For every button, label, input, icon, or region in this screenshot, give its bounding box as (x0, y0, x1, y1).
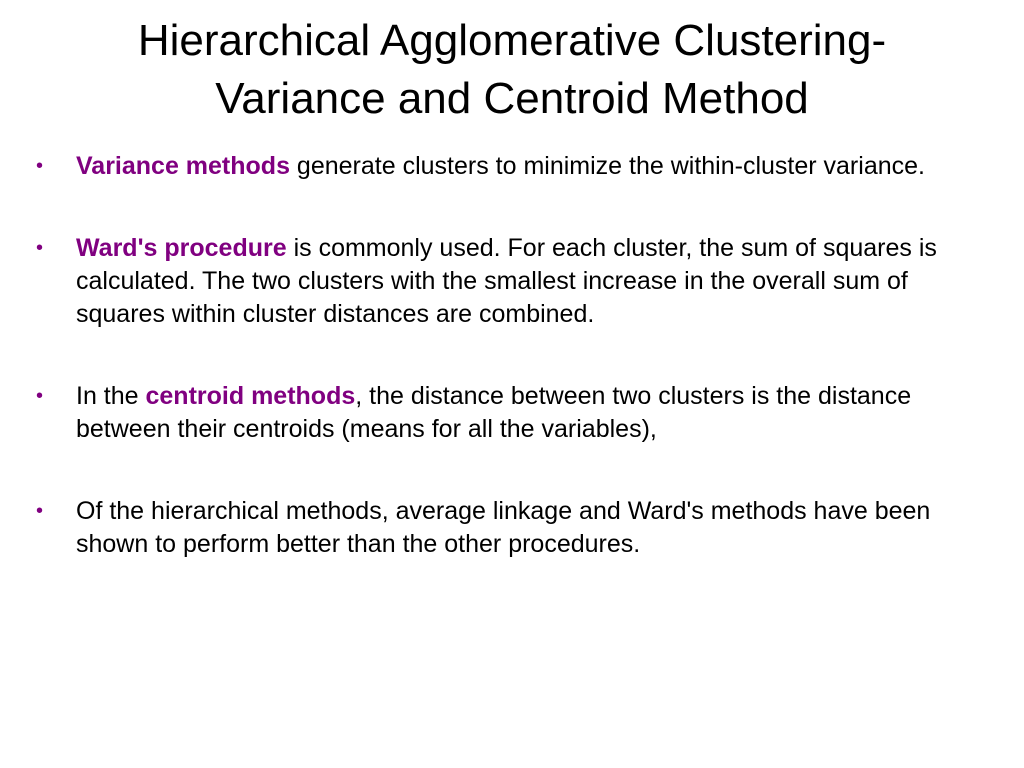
bullet-list (30, 150, 1000, 561)
bullet-lead: Of the hierarchical methods, average linkage and Ward's methods have been shown to perform better than the other procedures. (76, 497, 931, 558)
bullet-hierarchical-methods (30, 495, 1000, 561)
bullet-dot-icon: • (36, 155, 44, 177)
bullet-highlight: Variance methods (76, 152, 290, 180)
bullet-lead: In the (76, 382, 146, 410)
bullet-text: generate clusters to minimize the within-cluster variance. (289, 152, 925, 180)
bullet-text: is commonly used. For each cluster, the sum of squares is calculated. The two clusters with the smallest increase in the overall sum of squares within cluster distances are combined. (76, 234, 937, 328)
bullet-variance-methods (30, 150, 1000, 183)
title-line-2: Variance and Centroid Method (215, 74, 809, 123)
bullet-dot-icon: • (36, 385, 44, 407)
bullet-dot-icon: • (36, 237, 44, 259)
bullet-highlight: Ward's procedure (76, 234, 287, 262)
bullet-wards-procedure (30, 232, 1000, 331)
bullet-dot-icon: • (36, 500, 44, 522)
bullet-centroid-methods (30, 380, 1000, 446)
title-line-1: Hierarchical Agglomerative Clustering- (137, 16, 887, 65)
slide-title (0, 12, 1024, 128)
bullet-text: , the distance between two clusters is the distance between their centroids (means for all the variables), (76, 382, 912, 443)
bullet-highlight: centroid methods (145, 382, 356, 410)
